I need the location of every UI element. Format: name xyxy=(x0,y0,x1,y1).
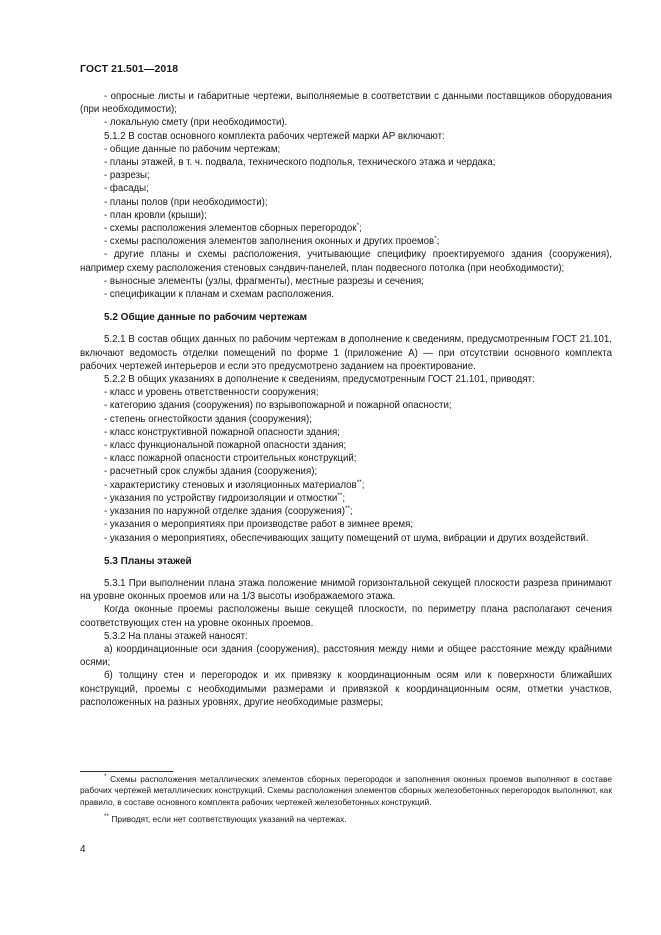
list-item: - разрезы; xyxy=(104,170,150,182)
footnote xyxy=(80,774,612,808)
list-item: - указания о мероприятиях, обеспечивающих защиту помещений от шума, вибрации и других воздействий. xyxy=(104,532,589,544)
footnote-marker: * xyxy=(434,235,437,243)
list-item: - фасады; xyxy=(104,183,149,195)
footnote-marker: * xyxy=(104,773,107,780)
list-item-footnoted xyxy=(80,235,612,248)
list-item: - класс конструктивной пожарной опасности здания; xyxy=(104,426,340,438)
list-item: - локальную смету (при необходимости). xyxy=(104,117,288,129)
footnote-marker: * xyxy=(356,222,360,230)
list-item: - спецификации к планам и схемам расположения. xyxy=(104,289,335,301)
list-item: - класс функциональной пожарной опасности здания; xyxy=(104,440,347,452)
footnote-text: Приводят, если нет соответствующих указаний на чертежах. xyxy=(111,814,347,825)
list-item: - планы полов (при необходимости); xyxy=(104,196,268,208)
list-item-footnoted xyxy=(80,492,612,505)
paragraph-5-2-2: 5.2.2 В общих указаниях в дополнение к сведениям, предусмотренным ГОСТ 21.101, приводят: xyxy=(104,374,535,386)
list-item-text: - указания по наружной отделке здания (сооружения) xyxy=(104,506,345,518)
list-item: - расчетный срок службы здания (сооружения); xyxy=(104,466,318,478)
list-item-punct: ; xyxy=(342,492,346,504)
list-item-punct: ; xyxy=(350,506,353,518)
list-item: - класс пожарной опасности строительных конструкций; xyxy=(104,453,357,465)
paragraph-5-3-1: 5.3.1 При выполнении плана этажа положение мнимой горизонтальной секущей плоскости разреза принимают на уровне оконных проемов или на 1/3 высоты изображаемого этажа. xyxy=(80,577,612,603)
list-item: - другие планы и схемы расположения, учитывающие специфику проектируемого здания (сооружения), например схему расположения стеновых сэндвич-панелей, план подвесного потолка (при необходимости); xyxy=(80,249,612,274)
list-item-text: - указания по устройству гидроизоляции и отмостки xyxy=(104,492,338,504)
list-item-footnoted xyxy=(80,479,612,492)
list-item-text: - схемы расположения элементов сборных перегородок xyxy=(104,223,357,235)
section-heading-5-3: 5.3 Планы этажей xyxy=(104,555,192,567)
list-item: - общие данные по рабочим чертежам; xyxy=(104,143,281,155)
footnote-text: Схемы расположения металлических элементов сборных перегородок и заполнения оконных проемов выполняют в составе рабочих чертежей металлических конструкций. Схемы расположения элементов сборных железобетонных перегородок выполняют, как правило, в составе основного комплекта рабочих чертежей железобетонных конструкций. xyxy=(80,774,613,807)
paragraph-5-3-1-cont: Когда оконные проемы расположены выше секущей плоскости, по периметру плана располагают сечения соответствующих стен на уровне оконных проемов. xyxy=(80,604,612,629)
list-item-text: - схемы расположения элементов заполнения оконных и других проемов xyxy=(104,236,435,248)
list-item-text: - характеристику стеновых и изоляционных материалов xyxy=(104,479,357,491)
list-item: - опросные листы и габаритные чертежи, выполняемые в соответствии с данными поставщиков оборудования (при необходимости); xyxy=(80,91,612,116)
list-item-punct: ; xyxy=(359,223,362,235)
list-item: - класс и уровень ответственности сооружения; xyxy=(104,387,319,399)
section-heading-5-2: 5.2 Общие данные по рабочим чертежам xyxy=(104,312,308,324)
list-item-punct: ; xyxy=(436,236,440,248)
paragraph-5-2-1: 5.2.1 В состав общих данных по рабочим чертежам в дополнение к сведениям, предусмотренным ГОСТ 21.101, включают ведомость отделки помещений по форме 1 (приложение А) — при отсутствии основного комплекта рабочих чертежей интерьеров и если это предусмотрено заданием на проектирование. xyxy=(80,334,612,372)
list-item-punct: ; xyxy=(361,479,365,491)
list-item: - указания о мероприятиях при производстве работ в зимнее время; xyxy=(104,519,414,531)
footnote-marker: ** xyxy=(337,491,343,499)
paragraph-5-3-2: 5.3.2 На планы этажей наносят: xyxy=(104,630,248,642)
list-item: - план кровли (крыши); xyxy=(104,209,207,221)
paragraph-5-1-2: 5.1.2 В состав основного комплекта рабочих чертежей марки АР включают: xyxy=(104,130,445,142)
footnote-divider xyxy=(80,771,173,772)
document-header: ГОСТ 21.501—2018 xyxy=(80,63,179,75)
list-item: - планы этажей, в т. ч. подвала, технического подполья, технического этажа и чердака; xyxy=(104,157,496,169)
page-number: 4 xyxy=(80,844,86,855)
list-item: - категорию здания (сооружения) по взрывопожарной и пожарной опасности; xyxy=(104,400,452,412)
document-body xyxy=(80,90,612,709)
footnote xyxy=(80,814,612,825)
list-item: - выносные элементы (узлы, фрагменты), местные разрезы и сечения; xyxy=(104,275,424,287)
footnote-marker: ** xyxy=(344,505,351,513)
paragraph-5-3-2-b: б) толщину стен и перегородок и их привязку к координационным осям или к поверхности ближайших конструкций, проемы с необходимыми размерами и привязкой к координационным осям, отметки участков, расположенных на разных уровнях, другие необходимые размеры; xyxy=(80,670,612,708)
footnote-marker: ** xyxy=(356,478,362,486)
list-item-footnoted xyxy=(80,505,612,518)
footnote-marker: ** xyxy=(104,813,110,821)
list-item: - степень огнестойкости здания (сооружения); xyxy=(104,413,312,425)
paragraph-5-3-2-a: а) координационные оси здания (сооружения), расстояния между ними и общее расстояние между крайними осями; xyxy=(80,643,612,669)
footnotes xyxy=(80,774,612,832)
list-item-footnoted xyxy=(80,222,612,235)
